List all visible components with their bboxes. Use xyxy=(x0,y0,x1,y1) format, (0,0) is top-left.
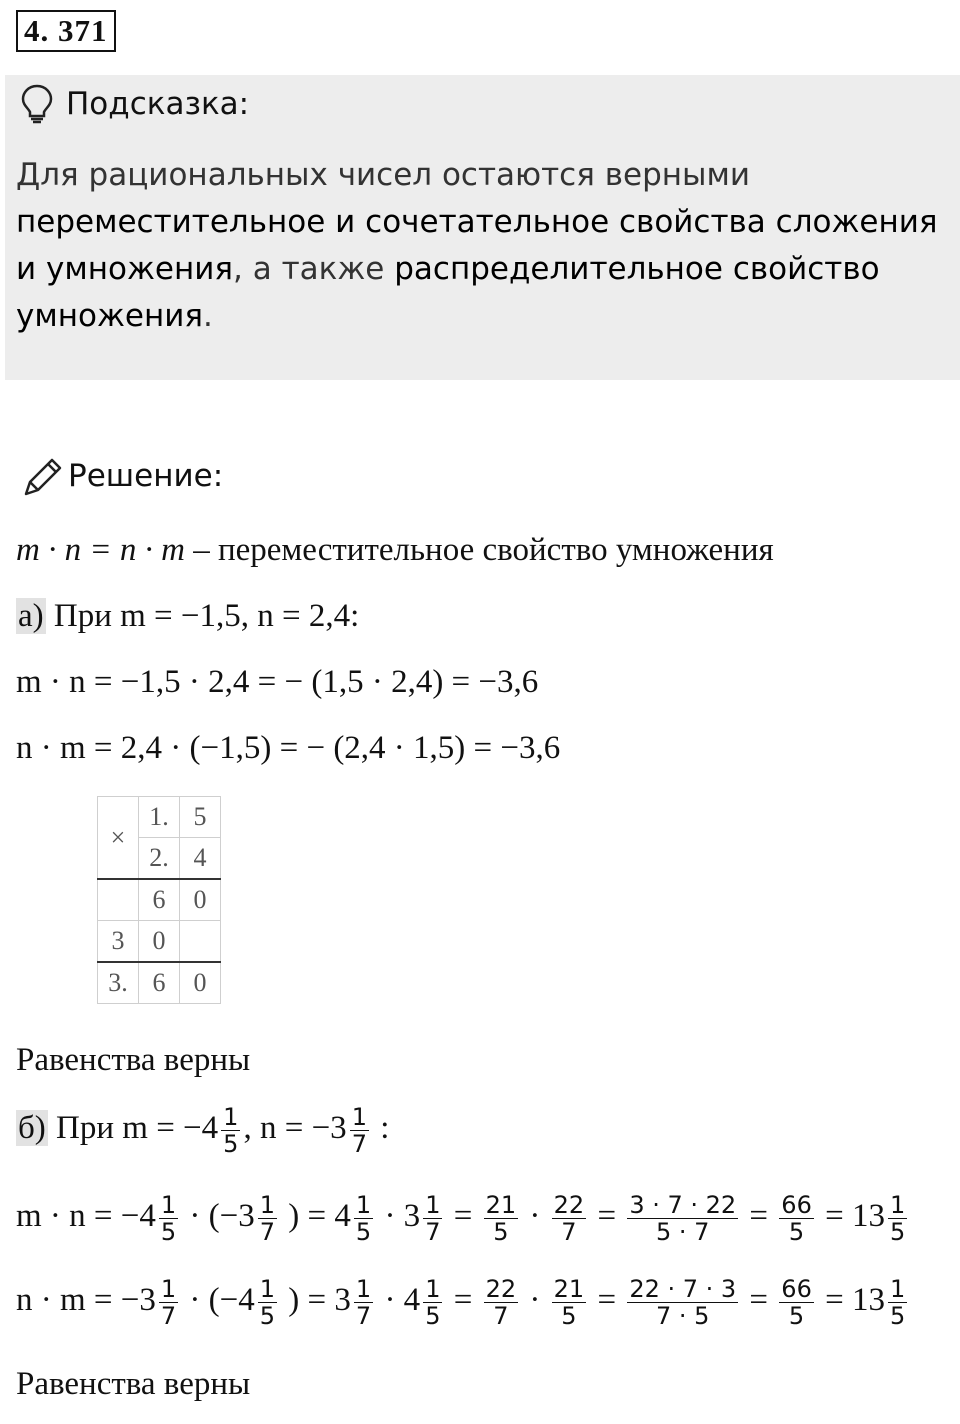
table-cell: 3. xyxy=(98,962,139,1004)
part-a-condition: а) При m = −1,5, n = 2,4: xyxy=(18,598,360,634)
multiplication-table xyxy=(97,796,221,1004)
pencil-icon xyxy=(20,456,64,500)
part-a-line1: m · n = −1,5 · 2,4 = − (1,5 · 2,4) = −3,6 xyxy=(16,664,539,700)
times-sign: × xyxy=(98,797,139,880)
rule-line: m · n = n · m – переместительное свойство умножения xyxy=(16,532,774,568)
table-cell: 3 xyxy=(98,921,139,963)
table-cell xyxy=(98,879,139,921)
table-cell: 2. xyxy=(139,838,180,880)
part-b-line2: n · m = −3 $\frac{1}{7}$ · (−4 $\frac{1}{5}$ ) = 3 $\frac{1}{7}$ · 4 $\frac{1}{5}$ = $\frac{22}{7}$ · $\frac{21}{5}$ = $\frac{22 \cdot 7 \cdot 3}{7 \cdot 5}$ = $\frac{66}{5}$ = 13 $\frac{1}{5}$ xyxy=(16,1275,906,1330)
part-a-result: Равенства верны xyxy=(16,1042,251,1078)
table-cell: 6 xyxy=(139,962,180,1004)
task-number: 4. 371 xyxy=(16,10,116,52)
table-cell: 5 xyxy=(180,797,221,838)
hint-text: Для рациональных чисел остаются верными переместительное и сочетательное свойства сложения и умножения, а также распределительное свойство умножения. xyxy=(16,157,938,334)
hint-title: Подсказка: xyxy=(66,86,250,122)
table-cell: 0 xyxy=(139,921,180,963)
solution-title: Решение: xyxy=(68,458,224,494)
lightbulb-icon xyxy=(20,84,54,124)
table-cell: 0 xyxy=(180,879,221,921)
part-b-condition: б) При m = −4 $\frac{1}{5}$ , n = −3 $\frac{1}{7}$ : xyxy=(18,1103,390,1158)
part-b-line1: m · n = −4 $\frac{1}{5}$ · (−3 $\frac{1}{7}$ ) = 4 $\frac{1}{5}$ · 3 $\frac{1}{7}$ = $\frac{21}{5}$ · $\frac{22}{7}$ = $\frac{3 \cdot 7 \cdot 22}{5 \cdot 7}$ = $\frac{66}{5}$ = 13 $\frac{1}{5}$ xyxy=(16,1191,906,1246)
table-cell: 6 xyxy=(139,879,180,921)
table-cell: 1. xyxy=(139,797,180,838)
table-cell: 4 xyxy=(180,838,221,880)
table-cell: 0 xyxy=(180,962,221,1004)
table-cell xyxy=(180,921,221,963)
part-b-result: Равенства верны xyxy=(16,1366,251,1402)
part-a-line2: n · m = 2,4 · (−1,5) = − (2,4 · 1,5) = −3,6 xyxy=(16,730,561,766)
